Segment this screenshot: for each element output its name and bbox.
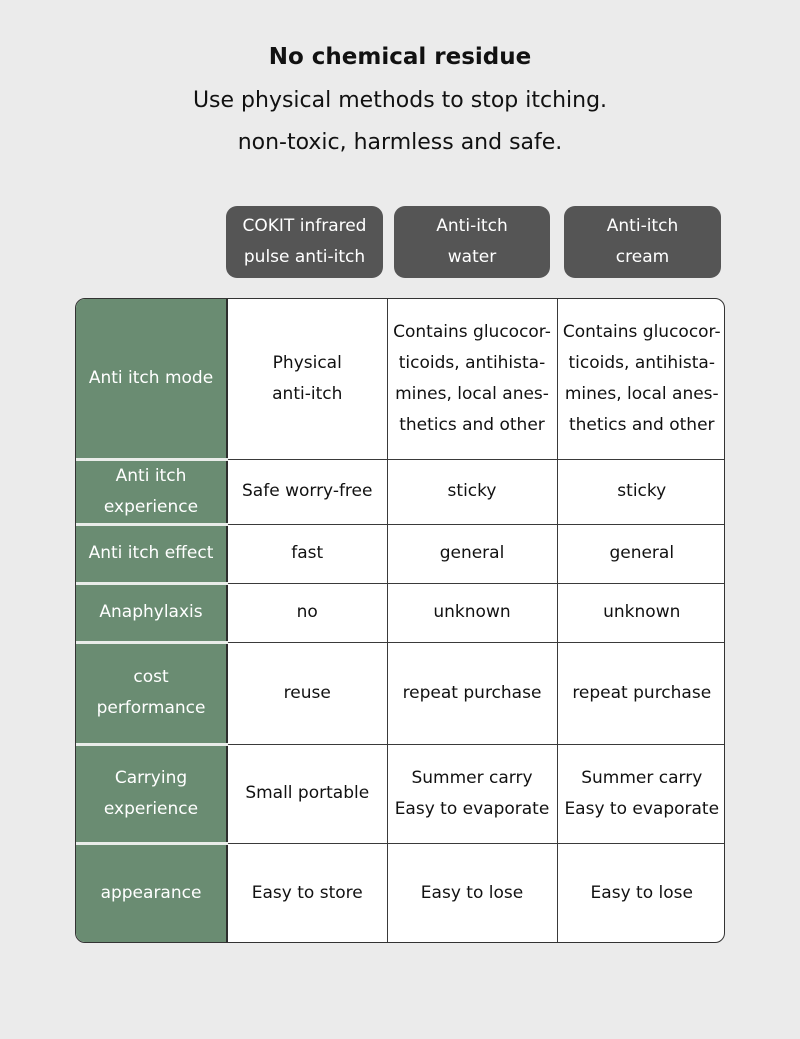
column-header-cokit: COKIT infrared pulse anti-itch — [226, 206, 383, 278]
row-label: cost performance — [76, 642, 227, 744]
row-label: Anti itch mode — [76, 299, 227, 459]
table-row-cost-performance — [76, 642, 725, 744]
table-cell: unknown — [557, 583, 725, 642]
headline-line-1: Use physical methods to stop itching. — [192, 88, 608, 113]
table-cell: Physical anti-itch — [227, 299, 387, 459]
table-cell: Summer carry Easy to evaporate — [387, 744, 557, 843]
table-row-anaphylaxis — [76, 583, 725, 642]
table-cell: Easy to store — [227, 843, 387, 943]
table-cell: general — [387, 524, 557, 583]
headline-title: No chemical residue — [268, 44, 532, 70]
table-cell: Contains glucocor- ticoids, antihista- mines, local anes- thetics and other — [387, 299, 557, 459]
table-row-carrying-experience — [76, 744, 725, 843]
table-cell: fast — [227, 524, 387, 583]
table-cell: Summer carry Easy to evaporate — [557, 744, 725, 843]
table-cell: sticky — [557, 459, 725, 524]
column-header-anti-itch-water: Anti-itch water — [394, 206, 550, 278]
table-cell: sticky — [387, 459, 557, 524]
headline-line-2: non-toxic, harmless and safe. — [237, 130, 563, 155]
table-cell: Contains glucocor- ticoids, antihista- mines, local anes- thetics and other — [557, 299, 725, 459]
table-cell: repeat purchase — [387, 642, 557, 744]
table-cell: unknown — [387, 583, 557, 642]
table-row-anti-itch-effect — [76, 524, 725, 583]
table-cell: Easy to lose — [387, 843, 557, 943]
row-label: Carrying experience — [76, 744, 227, 843]
comparison-table — [75, 298, 725, 943]
row-label: Anti itch experience — [76, 459, 227, 524]
table-cell: Easy to lose — [557, 843, 725, 943]
table-cell: no — [227, 583, 387, 642]
row-label: Anti itch effect — [76, 524, 227, 583]
table-row-anti-itch-mode — [76, 299, 725, 459]
column-header-anti-itch-cream: Anti-itch cream — [564, 206, 721, 278]
row-label: Anaphylaxis — [76, 583, 227, 642]
table-cell: repeat purchase — [557, 642, 725, 744]
table-cell: reuse — [227, 642, 387, 744]
table-cell: Small portable — [227, 744, 387, 843]
table-row-appearance — [76, 843, 725, 943]
table-cell: Safe worry-free — [227, 459, 387, 524]
table-cell: general — [557, 524, 725, 583]
table-row-anti-itch-experience — [76, 459, 725, 524]
row-label: appearance — [76, 843, 227, 943]
